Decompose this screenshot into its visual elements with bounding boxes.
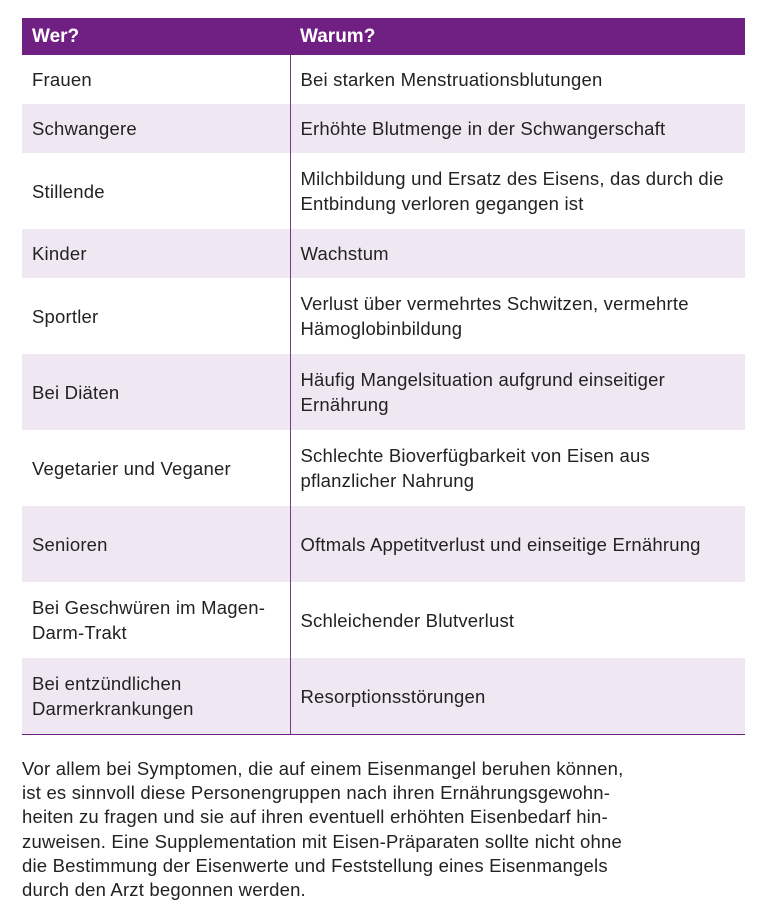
cell-why: Bei starken Menstruationsblutungen <box>290 55 745 104</box>
table-row <box>22 582 745 658</box>
note-line: durch den Arzt begonnen werden. <box>22 879 306 901</box>
explanatory-note <box>22 757 744 902</box>
note-line: heiten zu fragen und sie auf ihren eventuell erhöhten Eisenbedarf hin- <box>22 806 608 828</box>
note-line: zuweisen. Eine Supplementation mit Eisen-Präparaten sollte nicht ohne <box>22 830 622 852</box>
table-row <box>22 104 745 153</box>
cell-who: Bei Geschwüren im Magen-Darm-Trakt <box>22 582 290 658</box>
cell-why: Milchbildung und Ersatz des Eisens, das durch die Entbindung verloren gegangen ist <box>290 153 745 229</box>
cell-who: Bei Diäten <box>22 354 290 430</box>
cell-why: Oftmals Appetitverlust und einseitige Ernährung <box>290 506 745 582</box>
note-line: ist es sinnvoll diese Personengruppen nach ihren Ernährungsgewohn- <box>22 782 611 804</box>
cell-who: Stillende <box>22 153 290 229</box>
table-row <box>22 55 745 104</box>
cell-why: Schlechte Bioverfügbarkeit von Eisen aus pflanzlicher Nahrung <box>290 430 745 506</box>
risk-group-table-container <box>22 18 745 735</box>
cell-who: Vegetarier und Veganer <box>22 430 290 506</box>
cell-who: Sportler <box>22 278 290 354</box>
table-row <box>22 430 745 506</box>
cell-why: Schleichender Blutverlust <box>290 582 745 658</box>
table-row <box>22 153 745 229</box>
table-row <box>22 658 745 735</box>
cell-who: Kinder <box>22 229 290 278</box>
table-row <box>22 506 745 582</box>
cell-who: Bei entzündlichen Darmerkrankungen <box>22 658 290 735</box>
table-row <box>22 354 745 430</box>
table-row <box>22 229 745 278</box>
risk-group-table <box>22 18 745 735</box>
cell-why: Häufig Mangelsituation aufgrund einseitiger Ernährung <box>290 354 745 430</box>
note-line: die Bestimmung der Eisenwerte und Feststellung eines Eisenmangels <box>22 854 608 876</box>
cell-why: Verlust über vermehrtes Schwitzen, vermehrte Hämoglobinbildung <box>290 278 745 354</box>
cell-why: Wachstum <box>290 229 745 278</box>
cell-why: Resorptionsstörungen <box>290 658 745 735</box>
cell-who: Senioren <box>22 506 290 582</box>
header-why: Warum? <box>290 18 745 55</box>
cell-who: Frauen <box>22 55 290 104</box>
cell-why: Erhöhte Blutmenge in der Schwangerschaft <box>290 104 745 153</box>
table-header-row <box>22 18 745 55</box>
header-who: Wer? <box>22 18 290 55</box>
table-row <box>22 278 745 354</box>
note-line: Vor allem bei Symptomen, die auf einem Eisenmangel beruhen können, <box>22 758 624 779</box>
cell-who: Schwangere <box>22 104 290 153</box>
